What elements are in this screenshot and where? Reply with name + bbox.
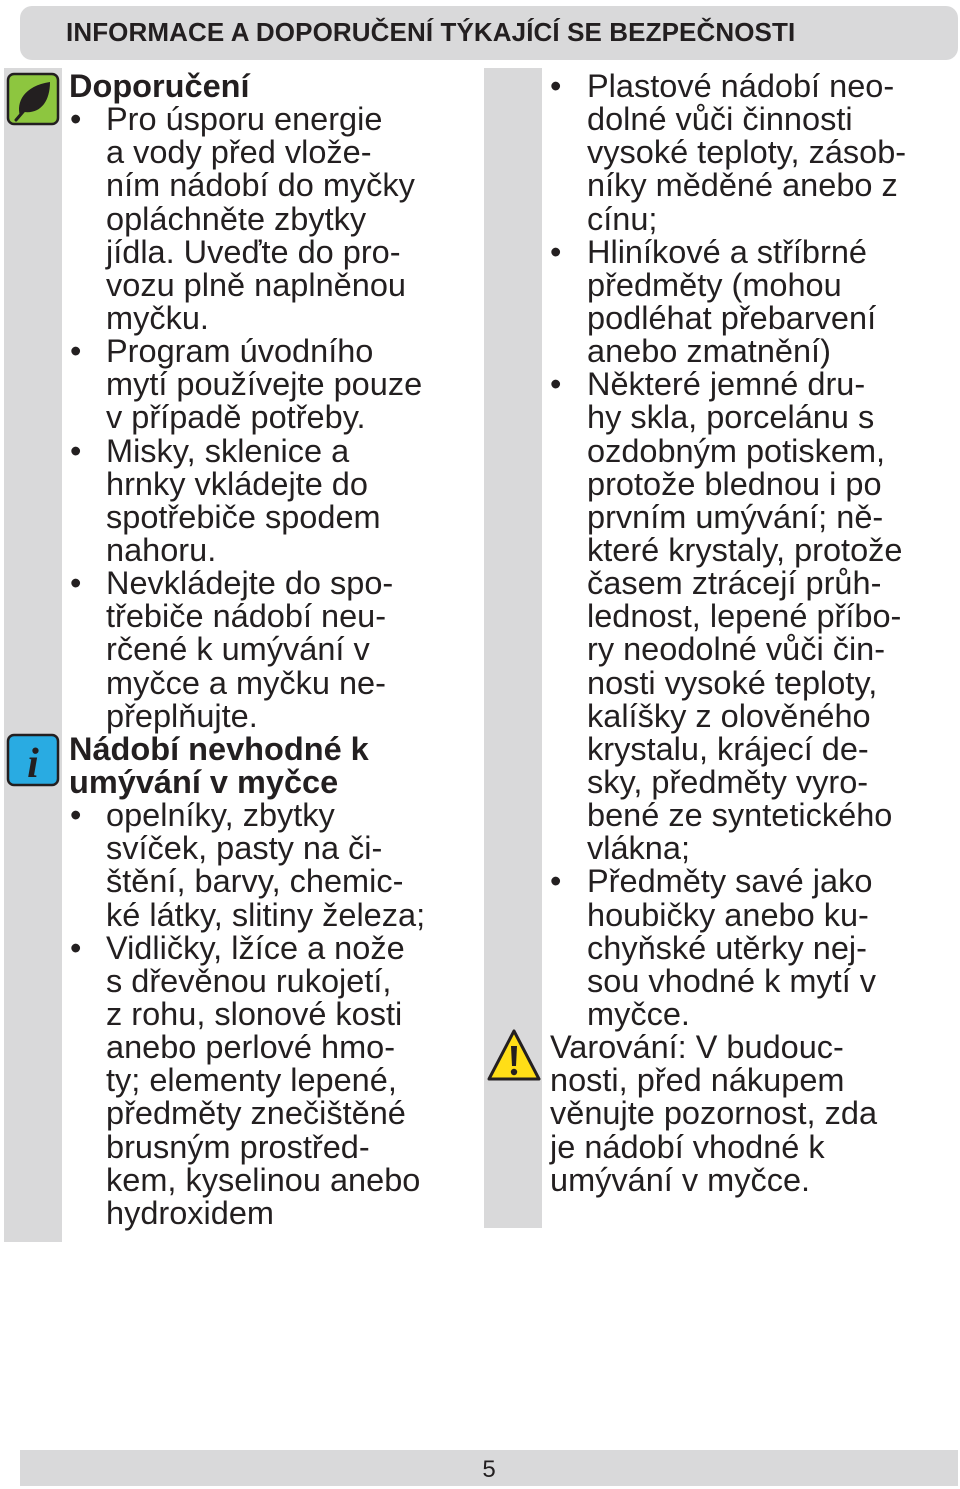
list-item-text: s dřevěnou rukojetí, — [106, 962, 392, 999]
unsuitable-list-continued — [550, 70, 955, 1031]
list-item — [69, 200, 479, 237]
list-item — [69, 169, 479, 202]
list-item — [69, 368, 479, 401]
list-item — [550, 498, 955, 535]
list-item-text: hrnky vkládejte do — [106, 465, 368, 502]
list-item — [69, 432, 479, 469]
list-item — [550, 103, 955, 136]
unsuitable-heading-line-1: Nádobí nevhodné k — [69, 730, 369, 767]
list-item-text: podléhat přebarvení — [587, 299, 877, 336]
list-item-text: Misky, sklenice a — [106, 432, 350, 469]
list-item-text: nosti vysoké teploty, — [587, 664, 878, 701]
list-item — [550, 832, 955, 865]
info-icon — [6, 733, 60, 787]
list-item-text: myčku. — [106, 299, 209, 336]
list-item-text: Hliníkové a stříbrné — [587, 233, 867, 270]
list-item-text: přeplňujte. — [106, 697, 258, 734]
list-item-text: sky, předměty vyro- — [587, 763, 869, 800]
bullet-icon: • — [550, 863, 562, 900]
list-item-text: bené ze syntetického — [587, 797, 893, 834]
list-item-text: mytí používejte pouze — [106, 366, 423, 403]
list-item-text: Pro úsporu energie — [106, 101, 383, 138]
list-item-text: anebo perlové hmo- — [106, 1029, 396, 1066]
list-item — [550, 401, 955, 434]
list-item — [69, 962, 479, 999]
list-item-text: v případě potřeby. — [106, 399, 366, 436]
list-item — [550, 995, 955, 1032]
list-item — [550, 368, 955, 401]
list-item — [69, 832, 479, 865]
list-item — [550, 962, 955, 999]
list-item-text: jídla. Uveďte do pro- — [106, 233, 401, 270]
bullet-icon: • — [70, 432, 82, 469]
list-item — [69, 1064, 479, 1097]
list-item — [550, 200, 955, 237]
list-item — [550, 896, 955, 933]
list-item — [69, 799, 479, 832]
warning-text — [550, 1031, 955, 1197]
list-item — [69, 498, 479, 535]
list-item — [69, 401, 479, 434]
list-item — [550, 600, 955, 633]
list-item-text: Plastové nádobí neo- — [587, 68, 895, 104]
list-item-text: rčené k umývání v — [106, 631, 370, 668]
warning-line: umývání v myčce. — [550, 1161, 811, 1198]
list-item-text: ozdobným potiskem, — [587, 432, 886, 469]
svg-text:i: i — [27, 741, 39, 787]
list-item-text: Některé jemné dru- — [587, 366, 866, 403]
list-item — [69, 896, 479, 933]
list-item-text: opláchněte zbytky — [106, 200, 367, 237]
list-item — [550, 70, 955, 103]
list-item — [550, 299, 955, 336]
list-item-text: předměty (mohou — [587, 266, 842, 303]
left-sidebar-bar — [4, 68, 62, 1242]
page-header — [20, 6, 958, 60]
recommendations-heading: Doporučení — [69, 68, 250, 104]
list-item-text: svíček, pasty na či- — [106, 830, 383, 867]
list-item — [69, 299, 479, 336]
list-item — [69, 335, 479, 368]
list-item — [69, 1097, 479, 1130]
list-item-text: lednost, lepené příbo- — [587, 598, 902, 635]
list-item — [69, 136, 479, 169]
unsuitable-list — [69, 799, 479, 1230]
list-item-text: brusným prostřed- — [106, 1128, 370, 1165]
list-item — [550, 335, 955, 368]
page-number: 5 — [482, 1456, 496, 1483]
list-item — [69, 465, 479, 502]
list-item — [69, 531, 479, 568]
list-item-text: ním nádobí do myčky — [106, 167, 415, 204]
list-item-text: dolné vůči činnosti — [587, 101, 853, 138]
list-item — [69, 567, 479, 600]
list-item-text: Nevkládejte do spo- — [106, 565, 394, 602]
list-item — [550, 633, 955, 666]
list-item-text: třebiče nádobí neu- — [106, 598, 387, 635]
list-item-text: houbičky anebo ku- — [587, 896, 869, 933]
bullet-icon: • — [70, 929, 82, 966]
list-item-text: spotřebiče spodem — [106, 498, 381, 535]
list-item — [69, 865, 479, 898]
list-item — [550, 865, 955, 898]
list-item-text: kem, kyselinou anebo — [106, 1161, 421, 1198]
list-item — [550, 531, 955, 568]
bullet-icon: • — [70, 797, 82, 834]
list-item — [69, 929, 479, 966]
list-item — [550, 929, 955, 966]
page-title: INFORMACE A DOPORUČENÍ TÝKAJÍCÍ SE BEZPEČNOSTI — [66, 17, 796, 47]
list-item — [69, 1031, 479, 1064]
bullet-icon: • — [550, 366, 562, 403]
bullet-icon: • — [550, 233, 562, 270]
list-item — [69, 1128, 479, 1165]
left-column — [69, 70, 479, 1230]
list-item — [69, 103, 479, 136]
list-item — [69, 600, 479, 633]
list-item-text: níky měděné anebo z — [587, 167, 898, 204]
bullet-icon: • — [550, 68, 562, 104]
leaf-icon — [6, 72, 60, 126]
list-item-text: ty; elementy lepené, — [106, 1062, 397, 1099]
list-item — [550, 799, 955, 832]
list-item-text: vysoké teploty, zásob- — [587, 134, 907, 171]
list-item-text: vozu plně naplněnou — [106, 266, 406, 303]
list-item-text: hy skla, porcelánu s — [587, 399, 875, 436]
list-item-text: štění, barvy, chemic- — [106, 863, 404, 900]
list-item-text: vlákna; — [587, 830, 690, 867]
list-item-text: cínu; — [587, 200, 658, 237]
list-item-text: z rohu, slonové kosti — [106, 995, 403, 1032]
list-item-text: chyňské utěrky nej- — [587, 929, 867, 966]
list-item-text: ry neodolné vůči čin- — [587, 631, 886, 668]
list-item — [550, 136, 955, 169]
bullet-icon: • — [70, 333, 82, 370]
list-item-text: anebo zmatnění) — [587, 333, 831, 370]
unsuitable-heading-line-2: umývání v myčce — [69, 763, 339, 800]
list-item — [550, 266, 955, 303]
list-item-text: myčce a myčku ne- — [106, 664, 386, 701]
list-item — [69, 1194, 479, 1231]
right-column — [550, 70, 955, 1197]
list-item — [550, 233, 955, 270]
list-item-text: hydroxidem — [106, 1194, 274, 1231]
list-item — [69, 266, 479, 303]
bullet-icon: • — [70, 101, 82, 138]
recommendations-list — [69, 103, 479, 733]
warning-line: je nádobí vhodné k — [550, 1128, 825, 1165]
list-item-text: a vody před vlože- — [106, 134, 372, 171]
list-item — [69, 1161, 479, 1198]
list-item — [550, 432, 955, 469]
list-item — [550, 169, 955, 202]
list-item-text: krystalu, krájecí de- — [587, 730, 869, 767]
list-item-text: předměty znečištěné — [106, 1095, 406, 1132]
list-item-text: které krystaly, protože — [587, 531, 903, 568]
list-item — [550, 465, 955, 502]
list-item-text: prvním umývání; ně- — [587, 498, 884, 535]
warning-line: Varování: V budouc- — [550, 1029, 844, 1066]
warning-line: věnujte pozornost, zda — [550, 1095, 878, 1132]
list-item — [550, 664, 955, 701]
list-item-text: opelníky, zbytky — [106, 797, 335, 834]
list-item — [550, 763, 955, 800]
list-item — [550, 697, 955, 734]
list-item — [69, 233, 479, 270]
list-item-text: nahoru. — [106, 531, 217, 568]
warning-icon — [486, 1028, 542, 1084]
list-item-text: Předměty savé jako — [587, 863, 873, 900]
list-item — [69, 697, 479, 734]
list-item — [69, 633, 479, 666]
list-item-text: ké látky, slitiny železa; — [106, 896, 426, 933]
list-item-text: sou vhodné k mytí v — [587, 962, 877, 999]
list-item-text: časem ztrácejí průh- — [587, 565, 882, 602]
list-item — [550, 567, 955, 600]
list-item-text: myčce. — [587, 995, 690, 1032]
bullet-icon: • — [70, 565, 82, 602]
list-item-text: Program úvodního — [106, 333, 374, 370]
warning-line: nosti, před nákupem — [550, 1062, 845, 1099]
list-item-text: Vidličky, lžíce a nože — [106, 929, 405, 966]
list-item-text: protože blednou i po — [587, 465, 882, 502]
list-item-text: kalíšky z olověného — [587, 697, 871, 734]
footer-bar — [20, 1450, 958, 1486]
list-item — [69, 664, 479, 701]
list-item — [69, 995, 479, 1032]
list-item — [550, 730, 955, 767]
